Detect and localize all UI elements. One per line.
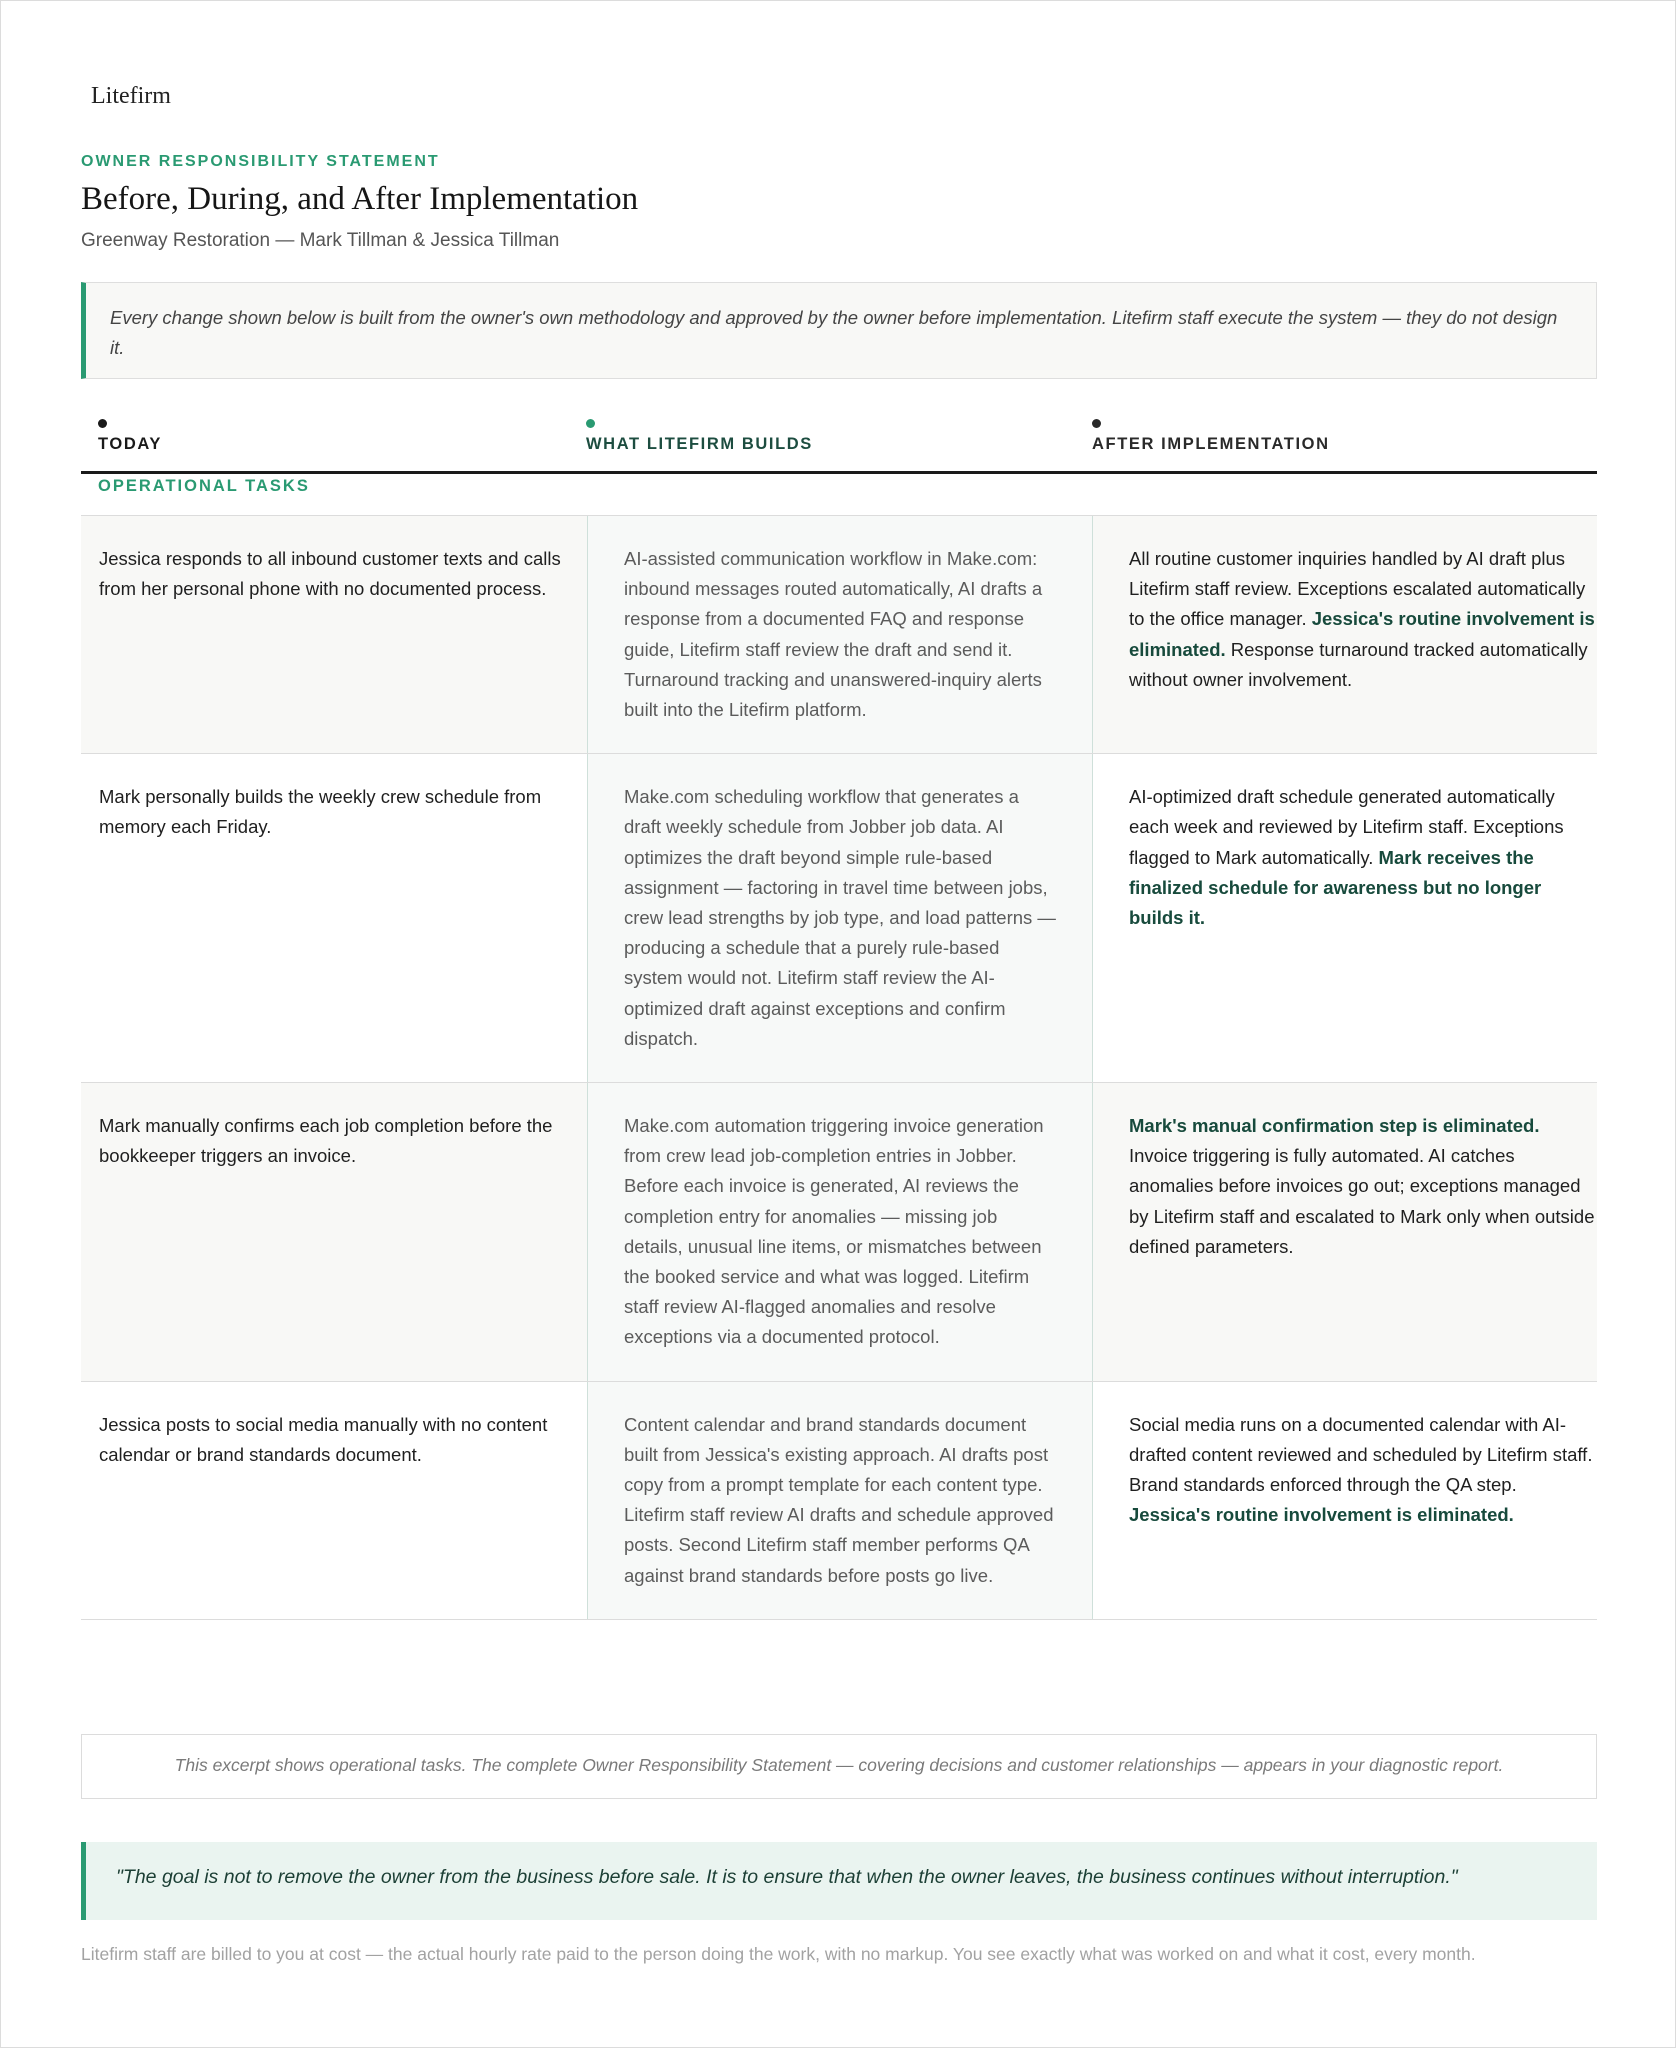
litefirm-logo: Litefirm	[91, 83, 171, 109]
billing-footnote: Litefirm staff are billed to you at cost — the actual hourly rate paid to the person doing the work, with no markup. You see exactly what was worked on and what it cost, every month.	[81, 1944, 1476, 1964]
after-text: Response turnaround tracked automatically without owner involvement.	[1129, 638, 1588, 690]
cell-today: Jessica responds to all inbound customer texts and calls from her personal phone with no documented process.	[81, 516, 587, 753]
after-emphasis: Jessica's routine involvement is eliminated.	[1129, 1504, 1514, 1526]
cell-after	[1093, 1083, 1597, 1381]
column-header-label: TODAY	[98, 435, 162, 453]
cell-today: Mark manually confirms each job completion before the bookkeeper triggers an invoice.	[81, 1083, 587, 1381]
page-title: Before, During, and After Implementation	[81, 181, 639, 217]
eyebrow-label: OWNER RESPONSIBILITY STATEMENT	[81, 153, 440, 170]
cell-today: Mark personally builds the weekly crew schedule from memory each Friday.	[99, 786, 542, 838]
cell-builds: Content calendar and brand standards document built from Jessica's existing approach. AI drafts post copy from a prompt template for each content type. Litefirm staff review AI drafts and schedule approved posts. Second Litefirm staff member performs QA against brand standards before posts go live.	[587, 1382, 1093, 1619]
table-row	[81, 1382, 1597, 1620]
cell-builds: Make.com scheduling workflow that generates a draft weekly schedule from Jobber job data. AI optimizes the draft beyond simple rule-based assignment — factoring in travel time between jobs, crew lead strengths by job type, and load patterns — producing a schedule that a purely rule-based system would not. Litefirm staff review the AI-optimized draft against exceptions and confirm dispatch.	[587, 754, 1093, 1082]
excerpt-note: This excerpt shows operational tasks. The complete Owner Responsibility Statement — covering decisions and customer relationships — appears in your diagnostic report.	[81, 1734, 1597, 1799]
cell-builds: AI-assisted communication workflow in Make.com: inbound messages routed automatically, AI drafts a response from a documented FAQ and response guide, Litefirm staff review the draft and send it. Turnaround tracking and unanswered-inquiry alerts built into the Litefirm platform.	[587, 516, 1093, 753]
cell-after	[1093, 754, 1597, 1082]
after-text: All routine customer inquiries handled by AI draft plus Litefirm staff review. Exceptions escalated automatically to the office manager.	[1129, 548, 1586, 630]
after-text: Invoice triggering is fully automated. AI catches anomalies before invoices go out; exceptions managed by Litefirm staff and escalated to Mark only when outside defined parameters.	[1129, 1145, 1595, 1257]
bullet-dot-icon	[98, 419, 107, 428]
goal-quote: "The goal is not to remove the owner from the business before sale. It is to ensure that when the owner leaves, the business continues without interruption."	[81, 1842, 1597, 1920]
after-emphasis: Mark's manual confirmation step is eliminated.	[1129, 1115, 1540, 1137]
after-emphasis: Jessica's routine involvement is eliminated.	[1129, 608, 1595, 660]
bullet-dot-icon	[1092, 419, 1101, 428]
cell-after	[1093, 516, 1597, 753]
header-divider	[81, 471, 1597, 474]
page-subtitle: Greenway Restoration — Mark Tillman & Jessica Tillman	[81, 230, 560, 251]
after-emphasis: Mark receives the finalized schedule for awareness but no longer builds it.	[1129, 846, 1542, 929]
responsibility-table	[81, 515, 1597, 1620]
methodology-callout: Every change shown below is built from the owner's own methodology and approved by the owner before implementation. Litefirm staff execute the system — they do not design it.	[81, 282, 1597, 379]
table-row	[81, 754, 1597, 1083]
column-header-label: AFTER IMPLEMENTATION	[1092, 435, 1330, 453]
table-row	[81, 1083, 1597, 1382]
section-label: OPERATIONAL TASKS	[98, 477, 310, 495]
cell-builds: Make.com automation triggering invoice generation from crew lead job-completion entries in Jobber. Before each invoice is generated, AI reviews the completion entry for anomalies — missing job details, unusual line items, or mismatches between the booked service and what was logged. Litefirm staff review AI-flagged anomalies and resolve exceptions via a documented protocol.	[587, 1083, 1093, 1381]
column-header-label: WHAT LITEFIRM BUILDS	[586, 435, 813, 453]
cell-today: Jessica posts to social media manually with no content calendar or brand standards document.	[99, 1413, 548, 1465]
table-row	[81, 516, 1597, 754]
after-text: Social media runs on a documented calendar with AI-drafted content reviewed and scheduled by Litefirm staff. Brand standards enforced through the QA step.	[1129, 1413, 1593, 1496]
after-text: AI-optimized draft schedule generated automatically each week and reviewed by Litefirm staff. Exceptions flagged to Mark automatically.	[1129, 786, 1564, 868]
bullet-dot-icon	[586, 419, 595, 428]
cell-after	[1093, 1382, 1597, 1619]
